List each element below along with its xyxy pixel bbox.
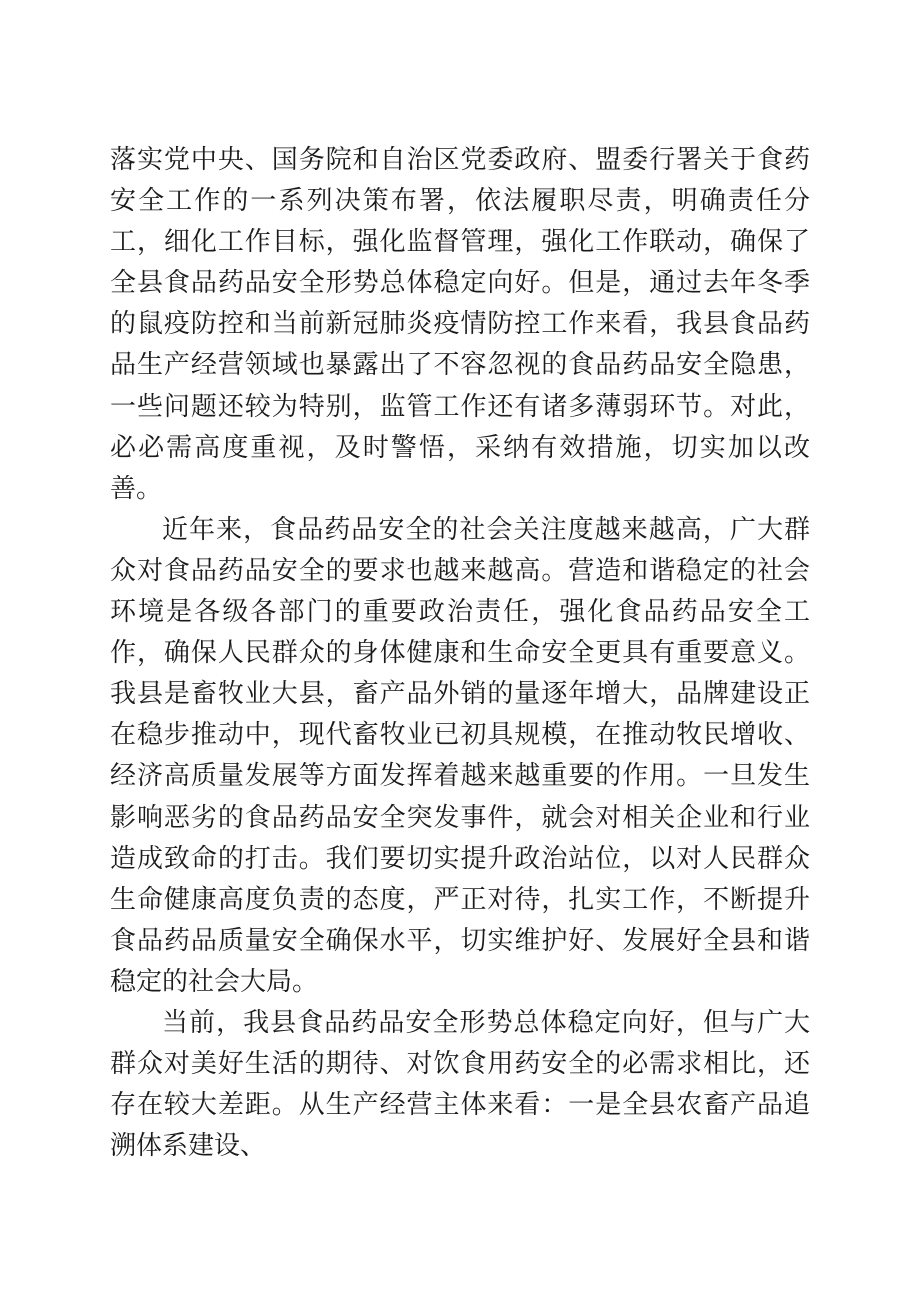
paragraph-continued: 落实党中央、国务院和自治区党委政府、盟委行署关于食药安全工作的一系列决策布署，依法履职尽责，明确责任分工，细化工作目标，强化监督管理，强化工作联动，确保了全县食品药品安全形势总体稳定向好。但是，通过去年冬季的鼠疫防控和当前新冠肺炎疫情防控工作来看，我县食品药品生产经营领域也暴露出了不容忽视的食品药品安全隐患，一些问题还较为特别，监管工作还有诸多薄弱环节。对此，必必需高度重视，及时警悟，采纳有效措施，切实加以改善。 — [110, 145, 810, 504]
paragraph: 近年来，食品药品安全的社会关注度越来越高，广大群众对食品药品安全的要求也越来越高。营造和谐稳定的社会环境是各级各部门的重要政治责任，强化食品药品安全工作，确保人民群众的身体健康和生命安全更具有重要意义。我县是畜牧业大县，畜产品外销的量逐年增大，品牌建设正在稳步推动中，现代畜牧业已初具规模，在推动牧民增收、经济高质量发展等方面发挥着越来越重要的作用。一旦发生影响恶劣的食品药品安全突发事件，就会对相关企业和行业造成致命的打击。我们要切实提升政治站位，以对人民群众生命健康高度负责的态度，严正对待，扎实工作，不断提升食品药品质量安全确保水平，切实维护好、发展好全县和谐稳定的社会大局。 — [110, 514, 810, 997]
document-body — [110, 140, 810, 1167]
paragraph: 当前，我县食品药品安全形势总体稳定向好，但与广大群众对美好生活的期待、对饮食用药安全的必需求相比，还存在较大差距。从生产经营主体来看：一是全县农畜产品追溯体系建设、 — [110, 1007, 810, 1162]
